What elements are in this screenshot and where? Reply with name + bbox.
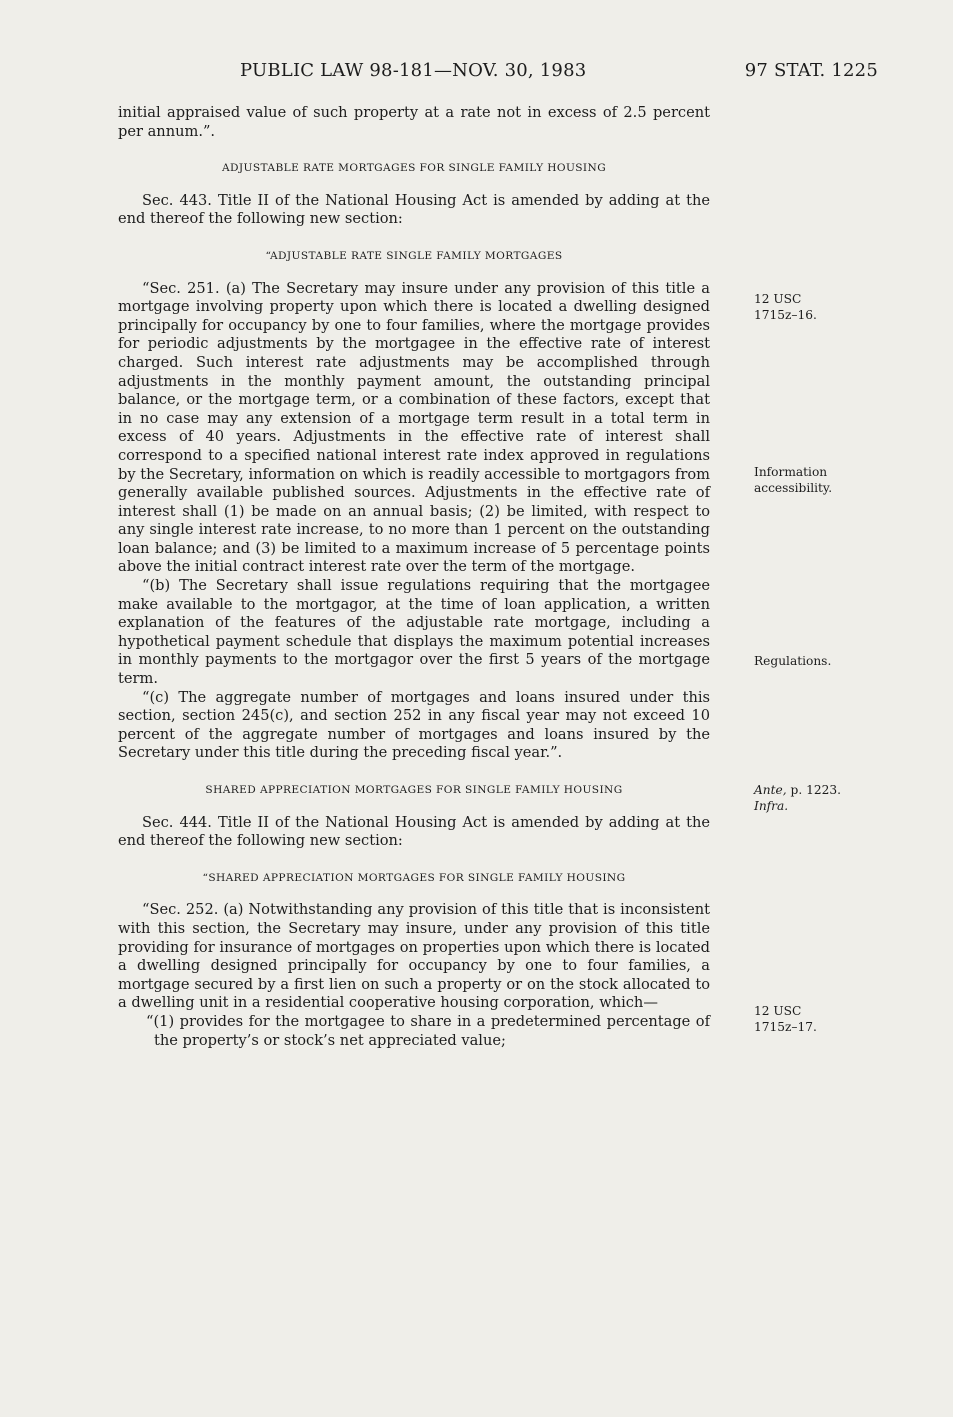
margin-note-line: 12 USC (754, 1004, 802, 1018)
margin-note-line: 1715z–17. (754, 1019, 817, 1034)
margin-note-text: p. 1223. (786, 783, 841, 797)
margin-note-usc-1715z-17 (754, 1004, 904, 1035)
paragraph-sec-252-a-1: “(1) provides for the mortgagee to share in a predetermined percentage of the property’s or stock’s net appreciated value; (146, 1012, 710, 1049)
section-heading-444: SHARED APPRECIATION MORTGAGES FOR SINGLE FAMILY HOUSING (205, 784, 623, 796)
section-heading-251: “ADJUSTABLE RATE SINGLE FAMILY MORTGAGES (265, 249, 563, 262)
paragraph-continuation: initial appraised value of such property at a rate not in excess of 2.5 percent per annum.”. (118, 104, 710, 140)
margin-note-line (754, 783, 904, 799)
section-heading-252: “SHARED APPRECIATION MORTGAGES FOR SINGLE FAMILY HOUSING (202, 871, 626, 884)
paragraph-sec-251-c: “(c) The aggregate number of mortgages and loans insured under this section, section 245(c), and section 252 in any fiscal year may not exceed 10 percent of the aggregate number of mortgages and loans insured by the Secretary under this title during the preceding fiscal year.”. (118, 688, 710, 762)
margin-note-italic: Ante, (754, 783, 787, 797)
paragraph-sec-443: Sec. 443. Title II of the National Housing Act is amended by adding at the end thereof the following new section: (118, 191, 710, 228)
margin-note-line: 12 USC (754, 292, 802, 306)
paragraph-sec-251-a: “Sec. 251. (a) The Secretary may insure under any provision of this title a mortgage involving property upon which there is located a dwelling designed principally for occupancy by one to four families, where the mortgage provides for periodic adjustments by the mortgagee in the effective rate of interest charged. Such interest rate adjustments may be accomplished through adjustments in the monthly payment amount, the outstanding principal balance, or the mortgage term, or a combination of these factors, except that in no case may any extension of a mortgage term result in a total term in excess of 40 years. Adjustments in the effective rate of interest shall correspond to a specified national interest rate index approved in regulations by the Secretary, information on which is readily accessible to mortgagors from generally available published sources. Adjustments in the effective rate of interest shall (1) be made on an annual basis; (2) be limited, with respect to any single interest rate increase, to no more than 1 percent on the outstanding loan balance; and (3) be limited to a maximum increase of 5 percentage points above the initial contract interest rate over the term of the mortgage. (118, 279, 710, 576)
paragraph-sec-252-a: “Sec. 252. (a) Notwithstanding any provision of this title that is inconsistent with this section, the Secretary may insure, under any provision of this title providing for insurance of mortgages on properties upon which there is located a dwelling designed principally for occupancy by one to four families, a mortgage secured by a first lien on such a property or on the stock allocated to a dwelling unit in a residential cooperative housing corporation, which— (118, 901, 710, 1012)
margin-note-line: Information (754, 465, 828, 479)
margin-note-regulations (754, 654, 904, 670)
margin-note-information-accessibility (754, 465, 904, 496)
margin-note-cross-reference (754, 783, 904, 814)
running-title: PUBLIC LAW 98-181—NOV. 30, 1983 (240, 60, 587, 81)
margin-note-line: Regulations. (754, 654, 832, 668)
page-header (118, 60, 878, 86)
margin-note-line: 1715z–16. (754, 307, 817, 322)
margin-note-line (754, 799, 904, 815)
statute-page-number: 97 STAT. 1225 (744, 60, 878, 81)
paragraph-sec-444: Sec. 444. Title II of the National Housing Act is amended by adding at the end thereof the following new section: (118, 813, 710, 850)
margin-note-usc-1715z-16 (754, 292, 904, 323)
margin-note-line: accessibility. (754, 480, 833, 495)
section-heading-443: ADJUSTABLE RATE MORTGAGES FOR SINGLE FAMILY HOUSING (221, 162, 607, 175)
paragraph-sec-251-b: “(b) The Secretary shall issue regulations requiring that the mortgagee make available to the mortgagor, at the time of loan application, a written explanation of the features of the adjustable rate mortgage, including a hypothetical payment schedule that displays the maximum potential increases in monthly payments to the mortgagor over the first 5 years of the mortgage term. (118, 577, 710, 688)
statute-text (118, 104, 710, 1050)
margin-note-italic: Infra. (754, 798, 789, 813)
